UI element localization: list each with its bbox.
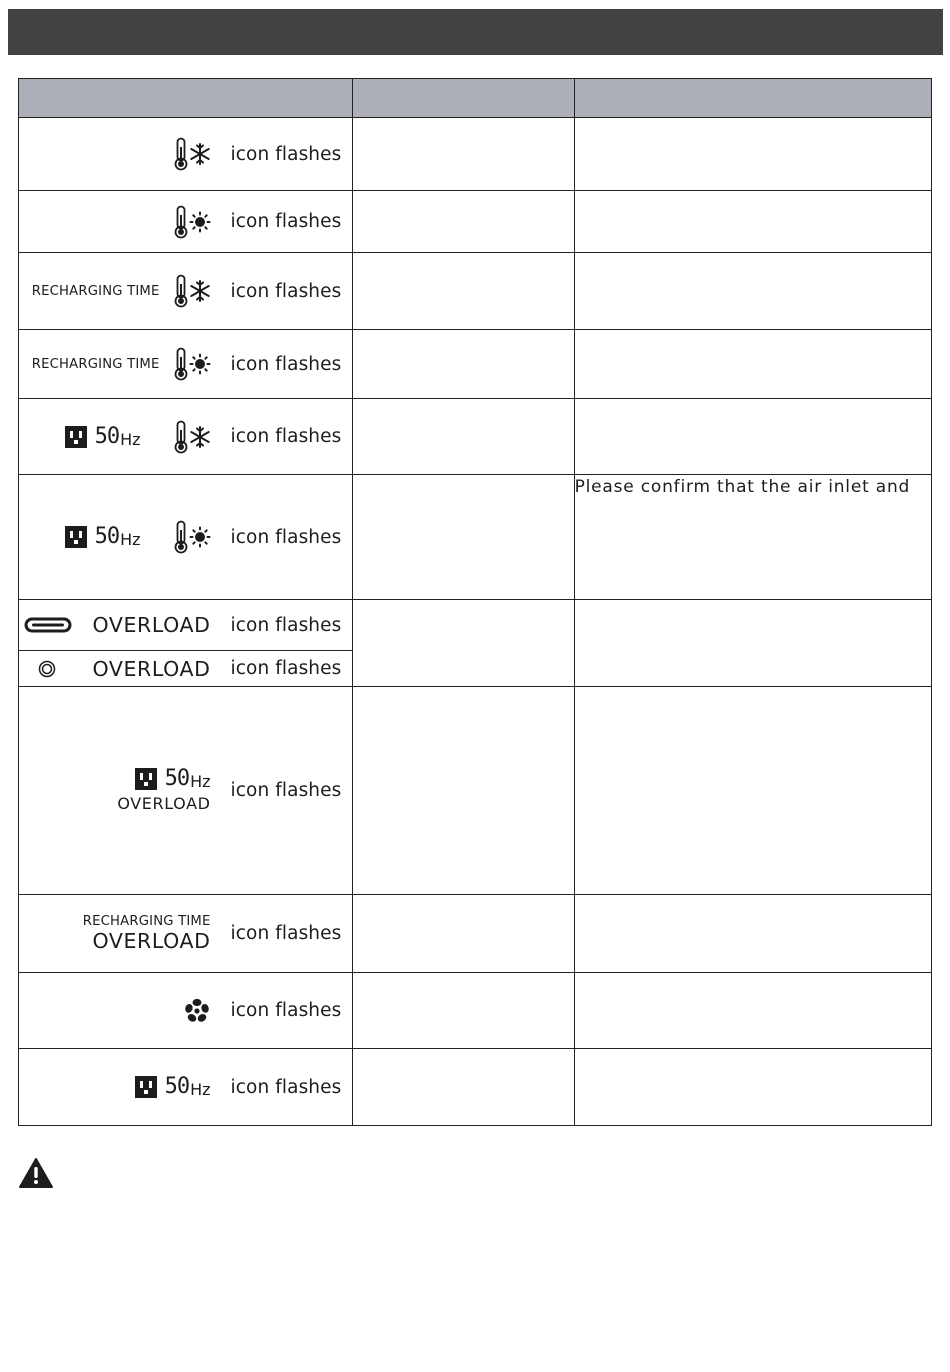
- recharging-time-text: RECHARGING TIME: [31, 356, 160, 372]
- flash-label: icon flashes: [230, 1076, 342, 1098]
- overload-text: OVERLOAD: [92, 613, 211, 637]
- cause-cell: [353, 1049, 574, 1126]
- recharging-time-text: RECHARGING TIME: [82, 914, 211, 929]
- fan-icon: [183, 997, 211, 1025]
- table-row: [19, 253, 932, 330]
- air-inlet-note: Please confirm that the air inlet and: [574, 477, 911, 497]
- flash-label: icon flashes: [230, 426, 342, 447]
- recharging-time-text: RECHARGING TIME: [31, 283, 160, 299]
- cause-cell: [353, 191, 574, 253]
- thermometer-icon: [173, 520, 189, 554]
- frequency-readout: 50 Hz: [164, 1074, 211, 1099]
- ac-outlet-icon: [65, 526, 87, 548]
- thermometer-icon: [173, 137, 189, 171]
- header-cell-indicator: [19, 79, 353, 118]
- table-row: [19, 1049, 932, 1126]
- snowflake-icon: [189, 280, 211, 302]
- table-row: [19, 475, 932, 600]
- solution-cell: [574, 973, 931, 1049]
- cause-cell: [353, 330, 574, 399]
- thermometer-icon: [173, 347, 189, 381]
- cause-cell: [353, 895, 574, 973]
- solution-cell: [574, 399, 931, 475]
- table-row: [19, 895, 932, 973]
- solution-cell: [574, 895, 931, 973]
- usb-c-port-icon: [24, 617, 72, 633]
- table-row: [19, 118, 932, 191]
- indicator-cell: [19, 253, 353, 330]
- solution-cell: [574, 253, 931, 330]
- frequency-readout: 50 Hz: [94, 423, 141, 449]
- overload-text: OVERLOAD: [117, 794, 211, 813]
- indicator-cell: [19, 1049, 353, 1126]
- cause-cell: [353, 118, 574, 191]
- sun-icon: [189, 353, 211, 375]
- solution-cell: [574, 330, 931, 399]
- table-row: [19, 973, 932, 1049]
- flash-label: icon flashes: [230, 1000, 342, 1021]
- indicator-cell: [19, 330, 353, 399]
- error-code-table: [18, 78, 932, 1126]
- ac-outlet-icon: [65, 426, 87, 448]
- flash-label: icon flashes: [230, 211, 342, 232]
- header-cell-cause: [353, 79, 574, 118]
- table-row: [19, 330, 932, 399]
- flash-label: icon flashes: [230, 353, 342, 375]
- table-row: [19, 687, 932, 895]
- indicator-cell: [19, 687, 353, 895]
- cause-cell: [353, 475, 574, 600]
- flash-label: icon flashes: [230, 780, 342, 801]
- flash-label: icon flashes: [230, 614, 342, 636]
- indicator-cell: [19, 191, 353, 253]
- snowflake-icon: [189, 143, 211, 165]
- header-cell-solution: [574, 79, 931, 118]
- indicator-cell: [19, 399, 353, 475]
- overload-text: OVERLOAD: [92, 929, 211, 953]
- cause-cell: [353, 687, 574, 895]
- solution-cell: [574, 118, 931, 191]
- table-row: [19, 399, 932, 475]
- thermometer-icon: [173, 420, 189, 454]
- warning-icon: [18, 1157, 54, 1189]
- solution-cell: [574, 191, 931, 253]
- frequency-readout: 50 Hz: [164, 766, 211, 791]
- solution-cell: [574, 475, 931, 600]
- table-row: [19, 600, 932, 651]
- indicator-cell: [19, 475, 353, 600]
- indicator-cell: [19, 118, 353, 191]
- indicator-cell: [19, 895, 353, 973]
- cause-cell: [353, 253, 574, 330]
- ac-outlet-icon: [135, 768, 157, 790]
- thermometer-icon: [173, 205, 189, 239]
- cause-cell: [353, 600, 574, 687]
- sun-icon: [189, 211, 211, 233]
- header-bar: [8, 9, 943, 55]
- flash-label: icon flashes: [230, 923, 342, 944]
- thermometer-icon: [173, 274, 189, 308]
- ac-outlet-icon: [135, 1076, 157, 1098]
- sun-icon: [189, 526, 211, 548]
- flash-label: icon flashes: [230, 658, 342, 679]
- table-row: [19, 191, 932, 253]
- snowflake-icon: [189, 426, 211, 448]
- flash-label: icon flashes: [230, 143, 342, 165]
- overload-text: OVERLOAD: [92, 656, 211, 681]
- indicator-cell: [19, 973, 353, 1049]
- cause-cell: [353, 399, 574, 475]
- solution-cell: [574, 687, 931, 895]
- solution-cell: [574, 600, 931, 687]
- table-header-row: [19, 79, 932, 118]
- flash-label: icon flashes: [230, 280, 342, 302]
- indicator-cell: [19, 600, 353, 651]
- cause-cell: [353, 973, 574, 1049]
- indicator-cell: [19, 651, 353, 687]
- solution-cell: [574, 1049, 931, 1126]
- dc-port-icon: [38, 660, 56, 678]
- frequency-readout: 50 Hz: [94, 524, 141, 549]
- flash-label: icon flashes: [230, 526, 342, 548]
